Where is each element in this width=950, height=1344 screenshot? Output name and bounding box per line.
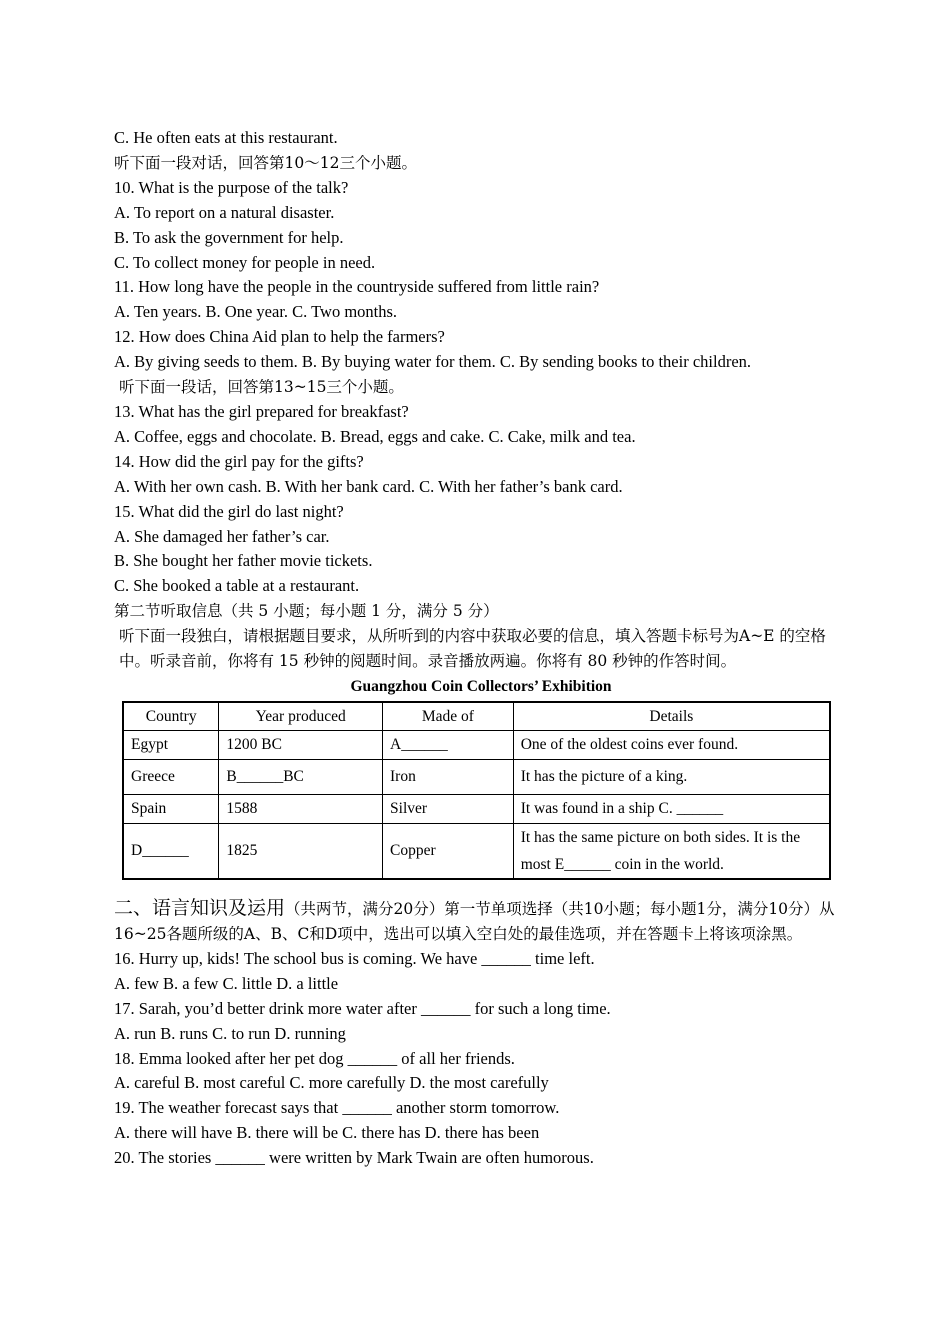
header-material: Made of bbox=[383, 702, 514, 731]
header-year: Year produced bbox=[219, 702, 383, 731]
table-row bbox=[123, 823, 830, 879]
exam-page bbox=[114, 126, 838, 1171]
answer-option: C. She booked a table at a restaurant. bbox=[114, 576, 360, 596]
question-text: 20. The stories ______ were written by Mark Twain are often humorous. bbox=[114, 1148, 594, 1168]
question-text: 10. What is the purpose of the talk? bbox=[114, 177, 349, 197]
question-text: 14. How did the girl pay for the gifts? bbox=[114, 451, 364, 471]
header-country: Country bbox=[123, 702, 219, 731]
answer-option: A. run B. runs C. to run D. running bbox=[114, 1023, 346, 1043]
answer-option: A. With her own cash. B. With her bank card. C. With her father’s bank card. bbox=[114, 476, 623, 496]
table-header-row bbox=[123, 702, 830, 731]
listening-instruction: 听下面一段话，回答第13~15三个小题。 bbox=[119, 378, 404, 397]
table-cell: Spain bbox=[123, 794, 219, 823]
answer-option: A. To report on a natural disaster. bbox=[114, 202, 335, 222]
answer-option: A. She damaged her father’s car. bbox=[114, 526, 330, 546]
section-heading: 第二节听取信息（共 5 小题；每小题 1 分，满分 5 分） bbox=[114, 602, 499, 621]
table-cell: It has the picture of a king. bbox=[513, 759, 830, 794]
section-two-instruction: （共两节，满分20分）第一节单项选择（共10小题；每小题1分，满分10分）从16~25各题所级的A、B、C和D项中，选出可以填入空白处的最佳选项，并在答题卡上将该项涂黑。 bbox=[114, 899, 835, 943]
listening-instruction: 听下面一段对话，回答第10～12三个小题。 bbox=[114, 153, 417, 172]
question-text: 13. What has the girl prepared for breakfast? bbox=[114, 401, 409, 421]
table-row bbox=[123, 794, 830, 823]
table-cell: B______BC bbox=[219, 759, 383, 794]
question-text: 18. Emma looked after her pet dog ______ of all her friends. bbox=[114, 1048, 515, 1068]
question-text: 11. How long have the people in the countryside suffered from little rain? bbox=[114, 277, 600, 297]
table-cell: Silver bbox=[383, 794, 514, 823]
question-text: 19. The weather forecast says that ______ another storm tomorrow. bbox=[114, 1098, 560, 1118]
table-row bbox=[123, 730, 830, 759]
table-cell: Greece bbox=[123, 759, 219, 794]
answer-option: A. Coffee, eggs and chocolate. B. Bread, eggs and cake. C. Cake, milk and tea. bbox=[114, 426, 636, 446]
question-text: 12. How does China Aid plan to help the farmers? bbox=[114, 327, 445, 347]
table-cell: 1825 bbox=[219, 823, 383, 879]
section-instruction: 听下面一段独白，请根据题目要求，从所听到的内容中获取必要的信息，填入答题卡标号为A~E 的空格中。听录音前，你将有 15 秒钟的阅题时间。录音播放两遍。你将有 80 秒钟的作答时间。 bbox=[119, 627, 826, 671]
header-details: Details bbox=[513, 702, 830, 731]
question-text: 16. Hurry up, kids! The school bus is coming. We have ______ time left. bbox=[114, 948, 595, 968]
answer-option: C. He often eats at this restaurant. bbox=[114, 128, 338, 147]
answer-option: B. She bought her father movie tickets. bbox=[114, 551, 373, 571]
section-two-header bbox=[114, 896, 838, 947]
answer-option: A. few B. a few C. little D. a little bbox=[114, 973, 339, 993]
table-cell: Iron bbox=[383, 759, 514, 794]
answer-option: A. there will have B. there will be C. there has D. there has been bbox=[114, 1123, 540, 1143]
table-cell: It has the same picture on both sides. It is the most E______ coin in the world. bbox=[513, 823, 830, 879]
answer-option: B. To ask the government for help. bbox=[114, 227, 344, 247]
table-cell: D______ bbox=[123, 823, 219, 879]
table-title: Guangzhou Coin Collectors’ Exhibition bbox=[350, 677, 612, 695]
answer-option: A. Ten years. B. One year. C. Two months. bbox=[114, 302, 398, 322]
table-cell: 1200 BC bbox=[219, 730, 383, 759]
coin-table bbox=[122, 701, 831, 880]
answer-option: C. To collect money for people in need. bbox=[114, 252, 376, 272]
table-cell: One of the oldest coins ever found. bbox=[513, 730, 830, 759]
section-two-title: 二、语言知识及运用 bbox=[114, 896, 286, 919]
answer-option: A. By giving seeds to them. B. By buying water for them. C. By sending books to their children. bbox=[114, 352, 752, 372]
table-row bbox=[123, 759, 830, 794]
question-text: 15. What did the girl do last night? bbox=[114, 501, 344, 521]
table-cell: It was found in a ship C. ______ bbox=[513, 794, 830, 823]
table-cell: Copper bbox=[383, 823, 514, 879]
answer-option: A. careful B. most careful C. more carefully D. the most carefully bbox=[114, 1073, 549, 1093]
question-text: 17. Sarah, you’d better drink more water after ______ for such a long time. bbox=[114, 998, 611, 1018]
table-cell: 1588 bbox=[219, 794, 383, 823]
table-cell: Egypt bbox=[123, 730, 219, 759]
table-cell: A______ bbox=[383, 730, 514, 759]
